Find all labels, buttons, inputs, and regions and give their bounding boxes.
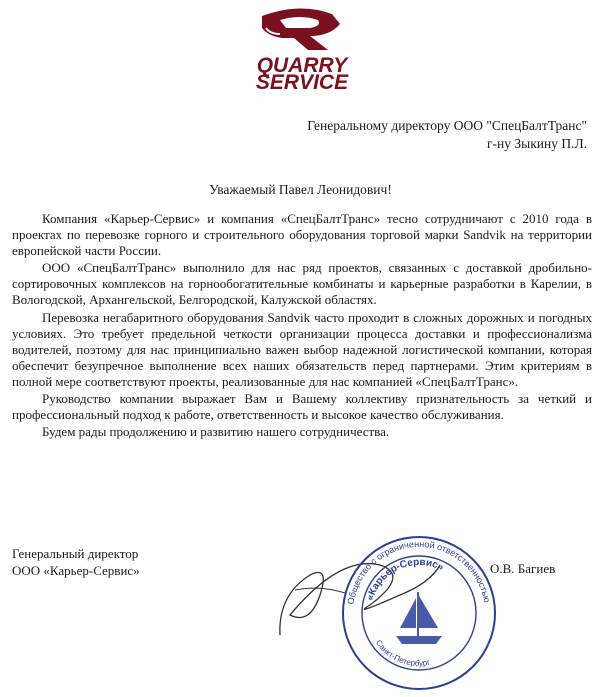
logo-line1: QUARRY: [256, 54, 348, 77]
paragraph: Будем рады продолжению и развитию нашего сотрудничества.: [42, 424, 390, 440]
signer-title: Генеральный директор: [12, 546, 139, 561]
seal-ship-icon: [396, 592, 442, 644]
addressee-line2: г-ну Зыкину П.Л.: [486, 136, 587, 151]
seal-outer-text: Общество с ограниченной ответственностью: [345, 538, 493, 606]
letter-body: [12, 211, 592, 441]
company-logo: [210, 6, 390, 92]
quarry-service-logo: [210, 6, 390, 92]
paragraph: Компания «Карьер-Сервис» и компания «СпецБалтТранс» тесно сотрудничают с 2010 года в проектах по перевозке горного и строительного оборудования торговой марки Sandvik на территории европейской части России.: [12, 211, 592, 259]
addressee-line1: Генеральному директору ООО "СпецБалтТранс": [307, 118, 587, 133]
signer-company: ООО «Карьер-Сервис»: [12, 563, 140, 578]
signer-block: [12, 545, 140, 579]
logo-line2: SERVICE: [255, 71, 349, 92]
company-seal: [338, 532, 500, 694]
paragraph: ООО «СпецБалтТранс» выполнило для нас ряд проектов, связанных с доставкой дробильно-сортировочных комплексов на горнообогатительные комбинаты и карьерные разработки в Карелии, в Вологодской, Архангельской, Белгородской, Калужской областях.: [12, 260, 592, 308]
addressee-block: [307, 117, 587, 153]
signer-name: О.В. Багиев: [490, 561, 556, 576]
paragraph: Перевозка негабаритного оборудования Sandvik часто проходит в сложных дорожных и погодных условиях. Это требует предельной четкости организации процесса доставки и профессионализма водителей, поэтому для нас принципиально важен выбор надежной логистической компании, которая обеспечит безупречное выполнение всех наших обязательств перед партнерами. Этим критериям в полной мере соответствуют проекты, реализованные для нас компанией «СпецБалтТранс».: [12, 309, 592, 389]
seal-inner-text: «Карьер-Сервис»: [364, 556, 446, 602]
paragraph: Руководство компании выражает Вам и Вашему коллективу признательность за четкий и профессиональный подход к работе, ответственность и высокое качество обслуживания.: [12, 391, 592, 423]
seal-city-text: Санкт-Петербург: [373, 638, 431, 668]
salutation: Уважаемый Павел Леонидович!: [209, 182, 392, 197]
